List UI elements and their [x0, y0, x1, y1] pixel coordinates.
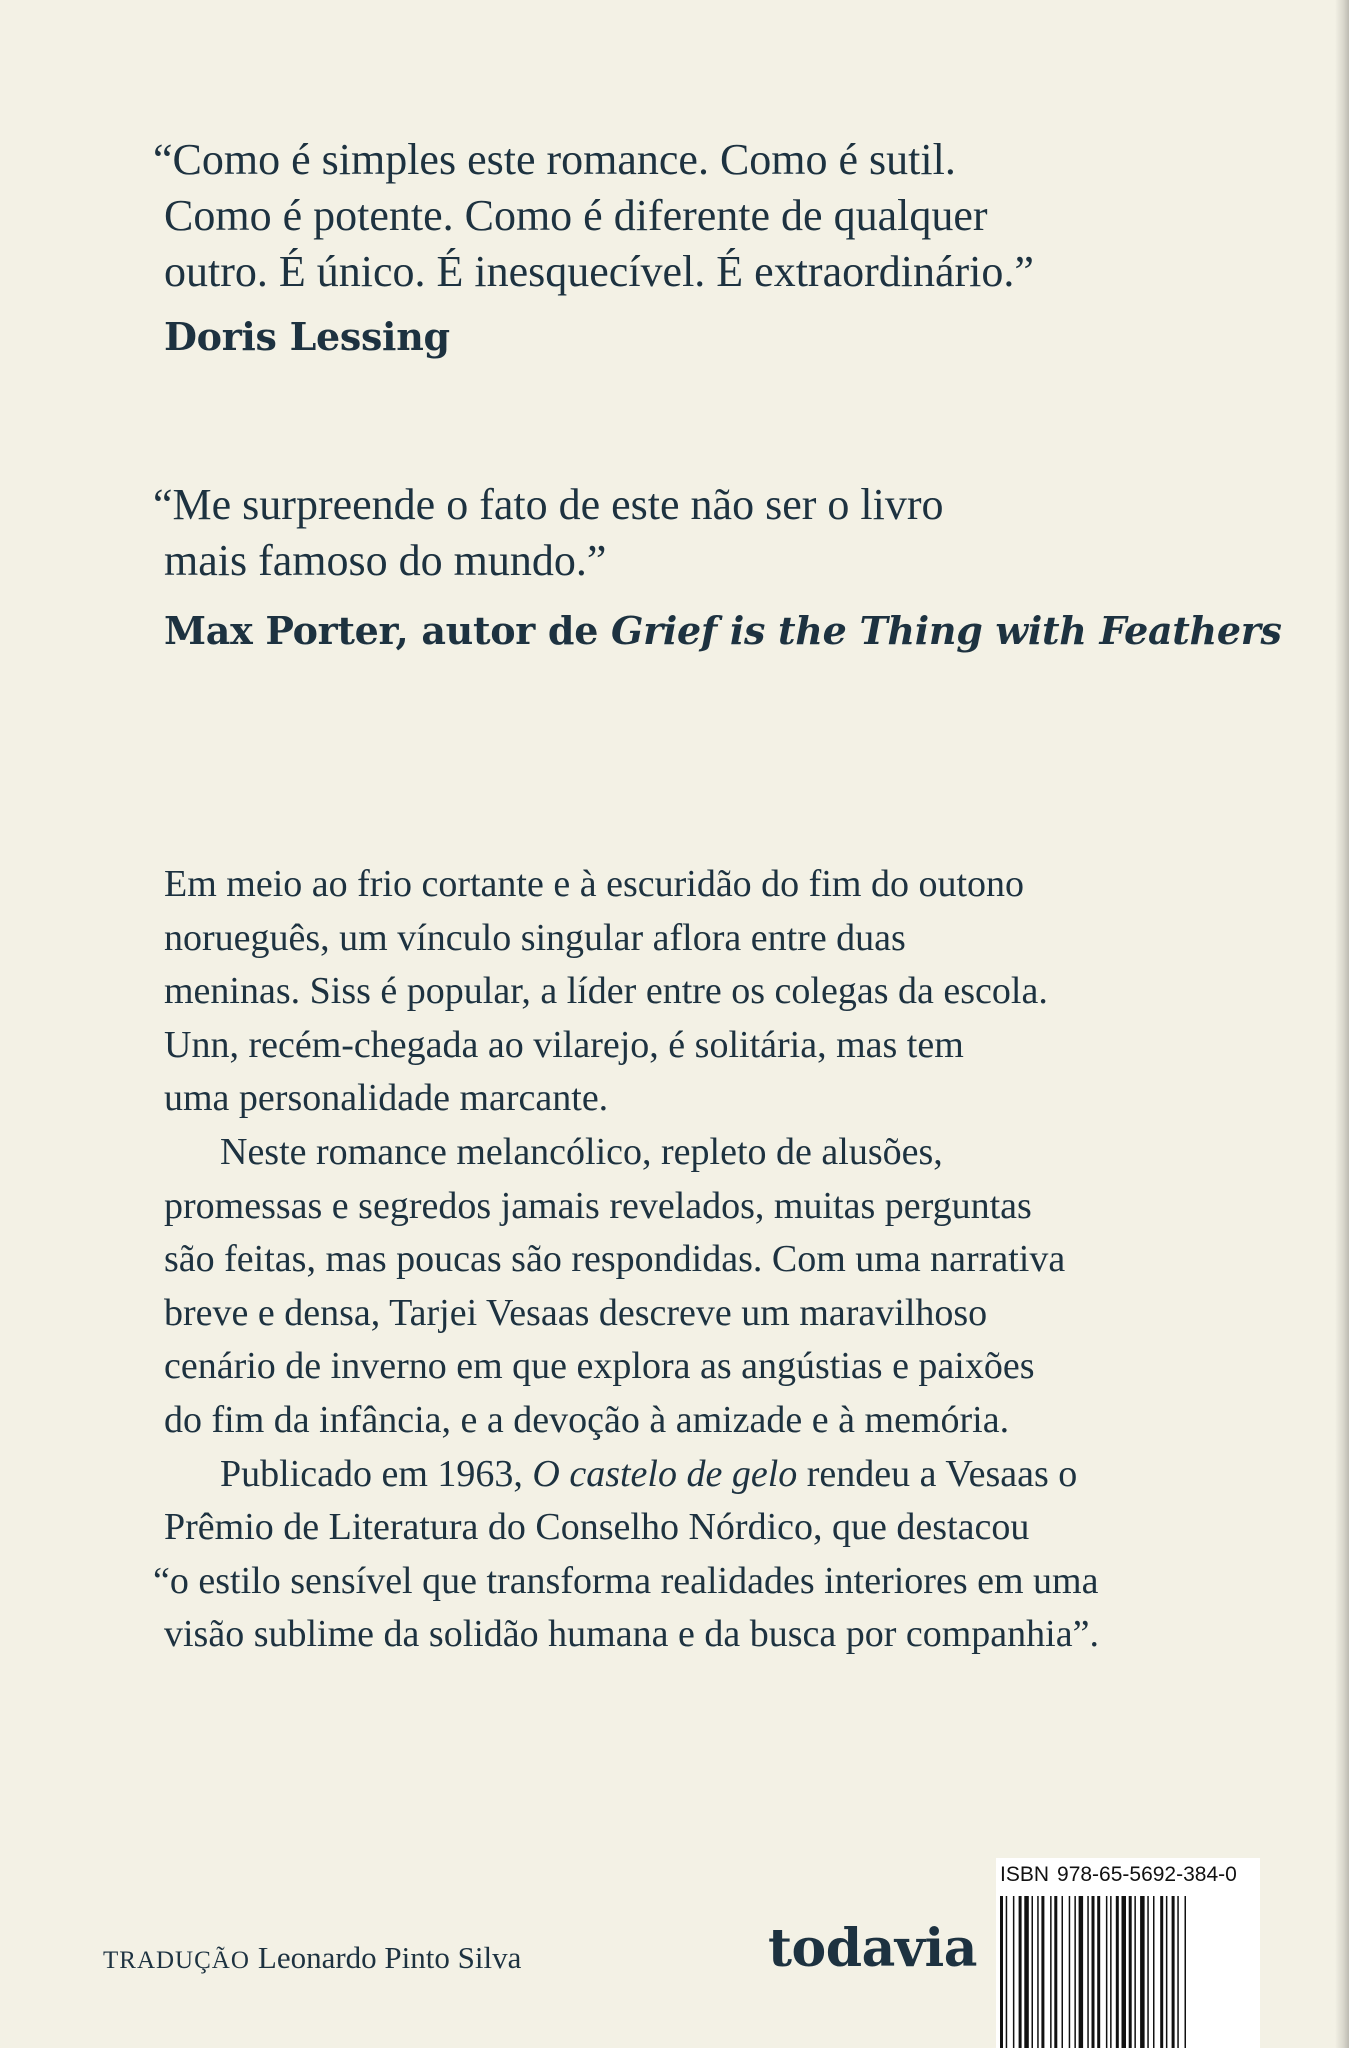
synopsis-line: Neste romance melancólico, repleto de alusões, — [220, 1130, 943, 1173]
attribution-author: Max Porter, autor de — [164, 608, 599, 653]
synopsis-line: Unn, recém-chegada ao vilarejo, é solitária, mas tem — [164, 1023, 964, 1066]
attribution-author: Doris Lessing — [164, 314, 450, 359]
isbn-label: ISBN — [1000, 1863, 1050, 1886]
synopsis — [153, 858, 1204, 1662]
barcode-panel — [996, 1858, 1260, 2048]
quote-attribution — [164, 608, 1282, 654]
synopsis-line: Em meio ao frio cortante e à escuridão do fim do outono — [164, 863, 1025, 905]
quote-doris-lessing — [153, 132, 1034, 300]
synopsis-line: promessas e segredos jamais revelados, muitas perguntas — [164, 1184, 1032, 1227]
synopsis-line: uma personalidade marcante. — [164, 1077, 609, 1120]
translator-name: Leonardo Pinto Silva — [257, 1940, 522, 1975]
synopsis-line: Prêmio de Literatura do Conselho Nórdico, que destacou — [164, 1506, 1030, 1549]
synopsis-line: “o estilo sensível que transforma realidades interiores em uma — [153, 1559, 1099, 1602]
quote-line: mais famoso do mundo.” — [164, 536, 607, 585]
quote-line: outro. É único. É inesquecível. É extraordinário.” — [164, 247, 1034, 296]
quote-line: Como é potente. Como é diferente de qualquer — [164, 191, 988, 240]
synopsis-line: visão sublime da solidão humana e da busca por companhia”. — [164, 1613, 1099, 1656]
quote-attribution — [164, 314, 450, 360]
synopsis-line: são feitas, mas poucas são respondidas. Com uma narrativa — [164, 1238, 1066, 1281]
isbn-text — [1000, 1862, 1237, 1888]
book-title: O castelo de gelo — [532, 1452, 798, 1495]
quote-line: “Como é simples este romance. Como é sutil. — [153, 135, 956, 184]
page-edge — [1335, 0, 1349, 2048]
barcode-icon — [1000, 1896, 1254, 2048]
synopsis-line: do fim da infância, e a devoção à amizade e à memória. — [164, 1398, 1010, 1441]
synopsis-text: Publicado em 1963, — [220, 1452, 533, 1495]
quote-line: “Me surpreende o fato de este não ser o livro — [153, 480, 944, 529]
synopsis-line: breve e densa, Tarjei Vesaas descreve um maravilhoso — [164, 1291, 988, 1334]
synopsis-line: cenário de inverno em que explora as angústias e paixões — [164, 1345, 1035, 1388]
synopsis-line: norueguês, um vínculo singular aflora entre duas — [164, 916, 906, 959]
quote-max-porter — [153, 477, 944, 589]
translator-credit — [103, 1938, 521, 1981]
publisher-logo: todavia — [768, 1918, 977, 1979]
translation-label: TRADUÇÃO — [103, 1947, 250, 1974]
synopsis-line — [164, 1448, 1204, 1502]
synopsis-text: rendeu a Vesaas o — [797, 1452, 1078, 1495]
synopsis-line: meninas. Siss é popular, a líder entre os colegas da escola. — [164, 970, 1048, 1013]
attribution-work-title: Grief is the Thing with Feathers — [611, 608, 1282, 653]
isbn-number: 978-65-5692-384-0 — [1057, 1863, 1237, 1886]
